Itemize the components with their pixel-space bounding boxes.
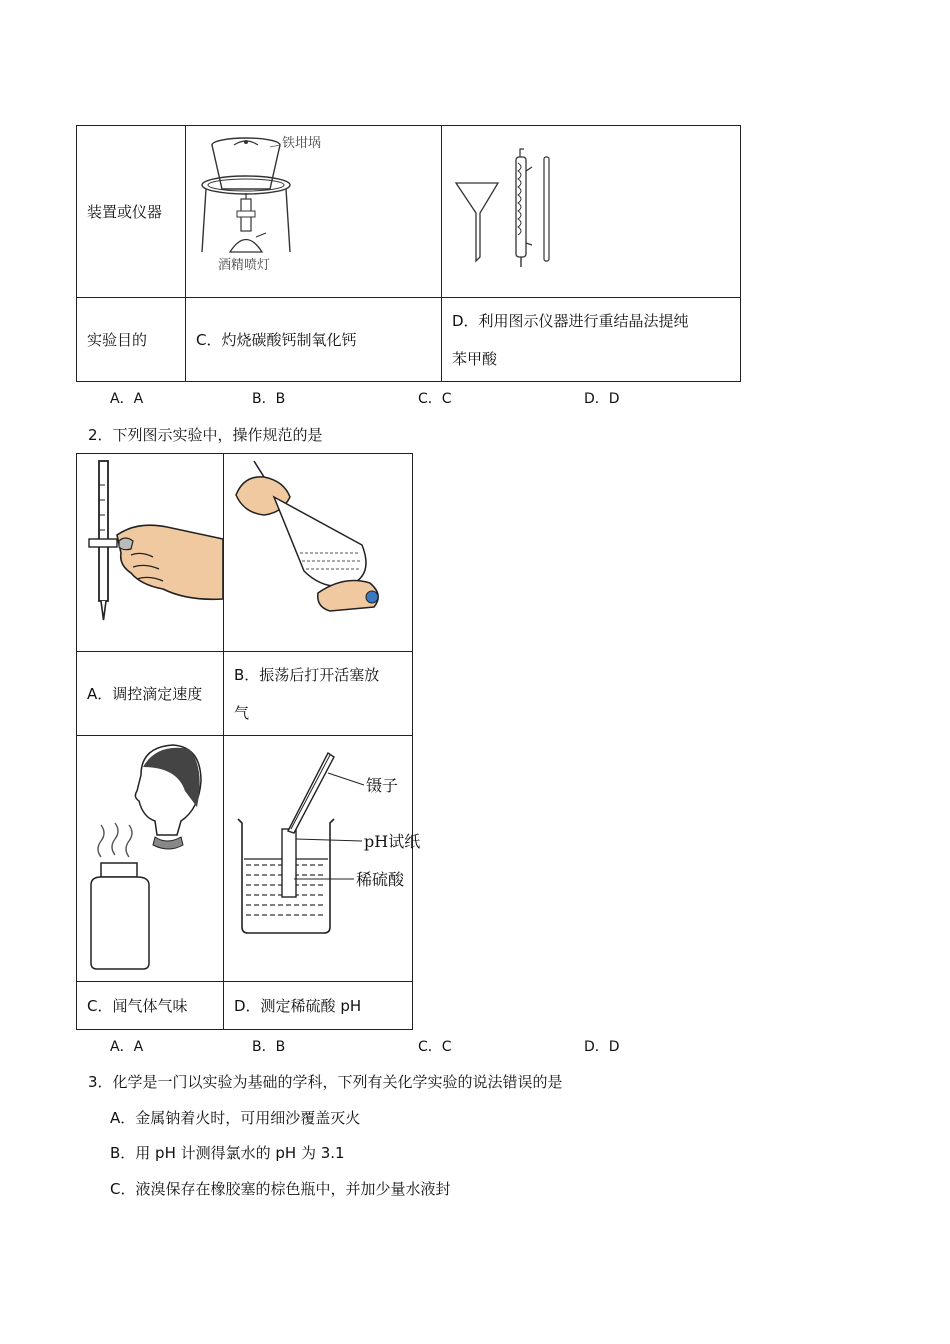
q3-option-b[interactable]: B．用 pH 计测得氯水的 pH 为 3.1 [110, 1144, 345, 1162]
crucible-apparatus-cell [186, 126, 442, 298]
separatory-funnel-illustration [224, 455, 412, 651]
q2-option-d[interactable]: D．D [584, 1039, 620, 1055]
purpose-row-label-cell [77, 298, 186, 382]
purpose-d-text-line2: 苯甲酸 [452, 349, 498, 368]
q2-stem: 2．下列图示实验中，操作规范的是 [88, 426, 323, 444]
q1-option-a[interactable]: A．A [110, 391, 144, 407]
operations-table [76, 453, 421, 1030]
q2-option-a[interactable]: A．A [110, 1039, 144, 1055]
q3-option-a[interactable]: A．金属钠着火时，可用细沙覆盖灭火 [110, 1109, 361, 1127]
crucible-lamp-illustration [186, 127, 441, 297]
purpose-c-cell [186, 298, 442, 382]
option-c-cell [77, 982, 224, 1030]
option-b-text-line2: 气 [234, 703, 250, 722]
purpose-c-text: C．灼烧碳酸钙制氧化钙 [196, 330, 357, 349]
burette-hand-illustration [77, 455, 223, 651]
apparatus-row-label: 装置或仪器 [87, 202, 163, 221]
smelling-gas-illustration [77, 737, 223, 981]
acid-label: 稀硫酸 [356, 869, 405, 889]
ph-paper-label: pH试纸 [364, 831, 421, 851]
option-c-text: C．闻气体气味 [87, 996, 188, 1015]
option-d-text: D．测定稀硫酸 pH [234, 996, 362, 1015]
q3-stem: 3．化学是一门以实验为基础的学科，下列有关化学实验的说法错误的是 [88, 1073, 563, 1091]
apparatus-row-label-cell [77, 126, 186, 298]
q2-option-c[interactable]: C．C [418, 1039, 452, 1055]
lamp-label: 酒精喷灯 [218, 257, 271, 273]
apparatus-table [76, 125, 741, 382]
q1-option-c[interactable]: C．C [418, 391, 452, 407]
option-b-cell [224, 652, 413, 736]
crucible-label: 铁坩埚 [282, 135, 322, 151]
funnel-condenser-rod-illustration [442, 127, 740, 297]
purpose-d-text-line1: D．利用图示仪器进行重结晶法提纯 [452, 311, 689, 330]
q1-option-d[interactable]: D．D [584, 391, 620, 407]
recrystallization-apparatus-cell [442, 126, 741, 298]
q3-option-c[interactable]: C．液溴保存在橡胶塞的棕色瓶中，并加少量水液封 [110, 1180, 451, 1198]
q1-option-b[interactable]: B．B [252, 391, 286, 407]
option-d-cell [224, 982, 413, 1030]
ph-test-illustration [224, 737, 421, 981]
smell-image-cell [77, 736, 224, 982]
purpose-d-cell [442, 298, 741, 382]
purpose-row-label: 实验目的 [87, 330, 148, 349]
option-a-text: A．调控滴定速度 [87, 684, 203, 703]
option-a-cell [77, 652, 224, 736]
q2-option-b[interactable]: B．B [252, 1039, 286, 1055]
ph-test-image-cell [224, 736, 421, 982]
separatory-funnel-image-cell [224, 454, 413, 652]
option-b-text-line1: B．振荡后打开活塞放 [234, 665, 380, 684]
titration-image-cell [77, 454, 224, 652]
tweezers-label: 镊子 [366, 775, 399, 795]
